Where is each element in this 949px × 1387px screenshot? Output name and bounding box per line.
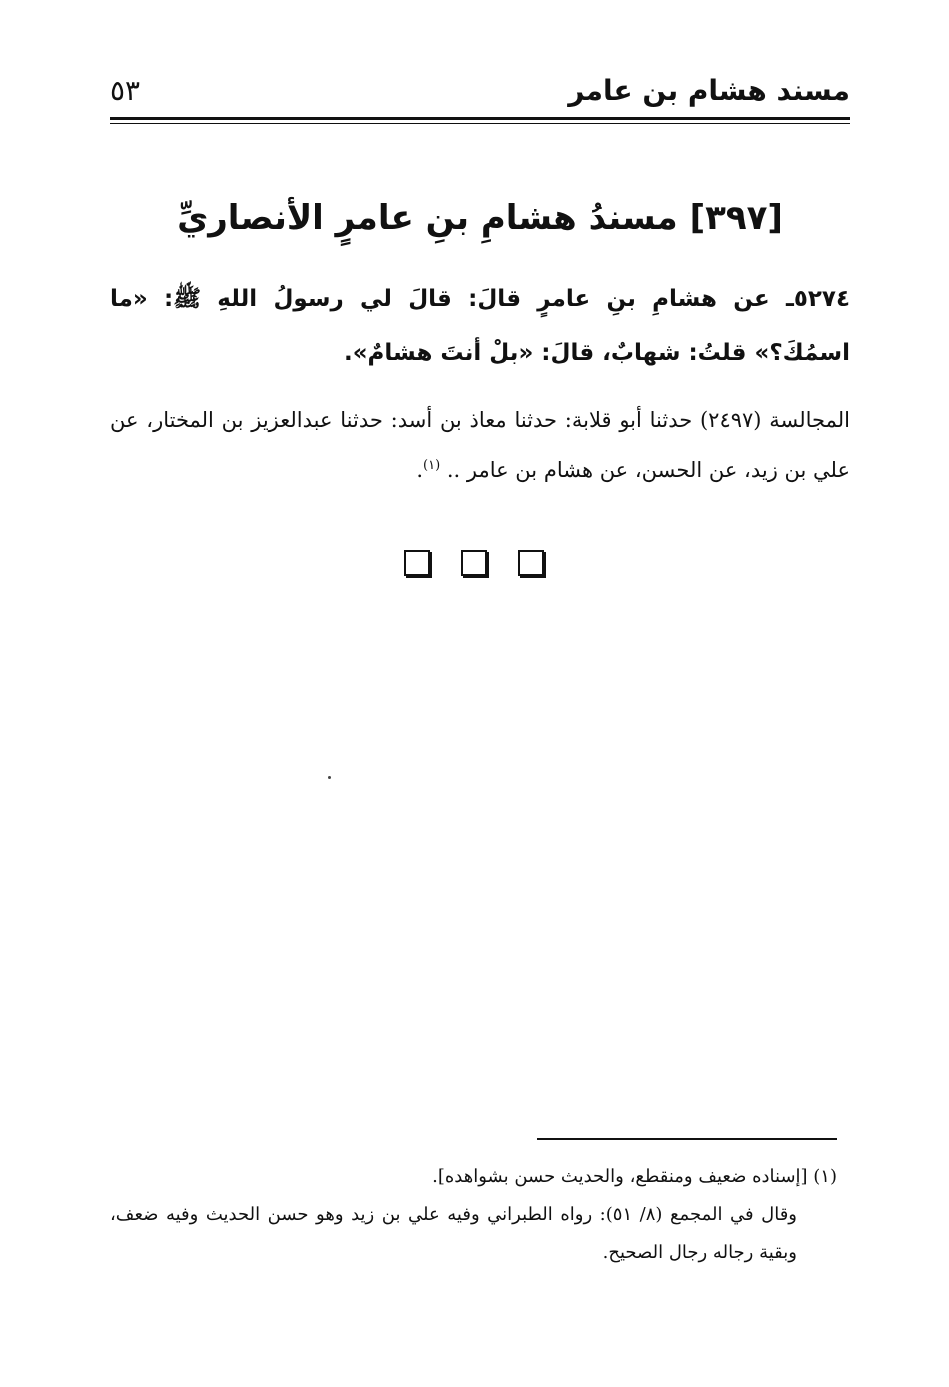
running-title: مسند هشام بن عامر [568,74,850,107]
ornament-square [461,550,487,576]
footnotes [110,1158,837,1272]
hadith-text: ٥٢٧٤ـ عن هشامِ بنِ عامرٍ قالَ: قالَ لي رسولُ اللهِ ﷺ: «ما اسمُكَ؟» قلتُ: شهابٌ، قالَ: «بلْ أنتَ هشامٌ». [110,286,850,366]
section-divider-ornament [404,550,544,580]
footnote-1-continuation: وقال في المجمع (٨/ ٥١): رواه الطبراني وفيه علي بن زيد وهو حسن الحديث وفيه ضعف، وبقية رجاله رجال الصحيح. [110,1204,798,1263]
ornament-square [518,550,544,576]
page-number: ٥٣ [110,74,141,107]
footnote-separator [537,1138,837,1140]
source-citation: المجالسة (٢٤٩٧) حدثنا أبو قلابة: حدثنا معاذ بن أسد: حدثنا عبدالعزيز بن المختار، عن علي بن زيد، عن الحسن، عن هشام بن عامر .. $^{(١)}$. [110,408,850,482]
header-rule-thin [110,123,850,124]
footnote-1: (١) [إسناده ضعيف ومنقطع، والحديث حسن بشواهده]. [432,1166,837,1187]
footnote-reference: (١) [423,458,441,473]
ornament-square [404,550,430,576]
running-header [110,70,850,112]
section-heading: [٣٩٧] مسندُ هشامِ بنِ عامرٍ الأنصاريِّ [177,198,783,238]
header-rule-thick [110,117,850,120]
scan-speck [328,776,331,779]
source-text: المجالسة (٢٤٩٧) حدثنا أبو قلابة: حدثنا معاذ بن أسد: حدثنا عبدالعزيز بن المختار، عن علي بن زيد، عن الحسن، عن هشام بن عامر .. [110,408,850,482]
